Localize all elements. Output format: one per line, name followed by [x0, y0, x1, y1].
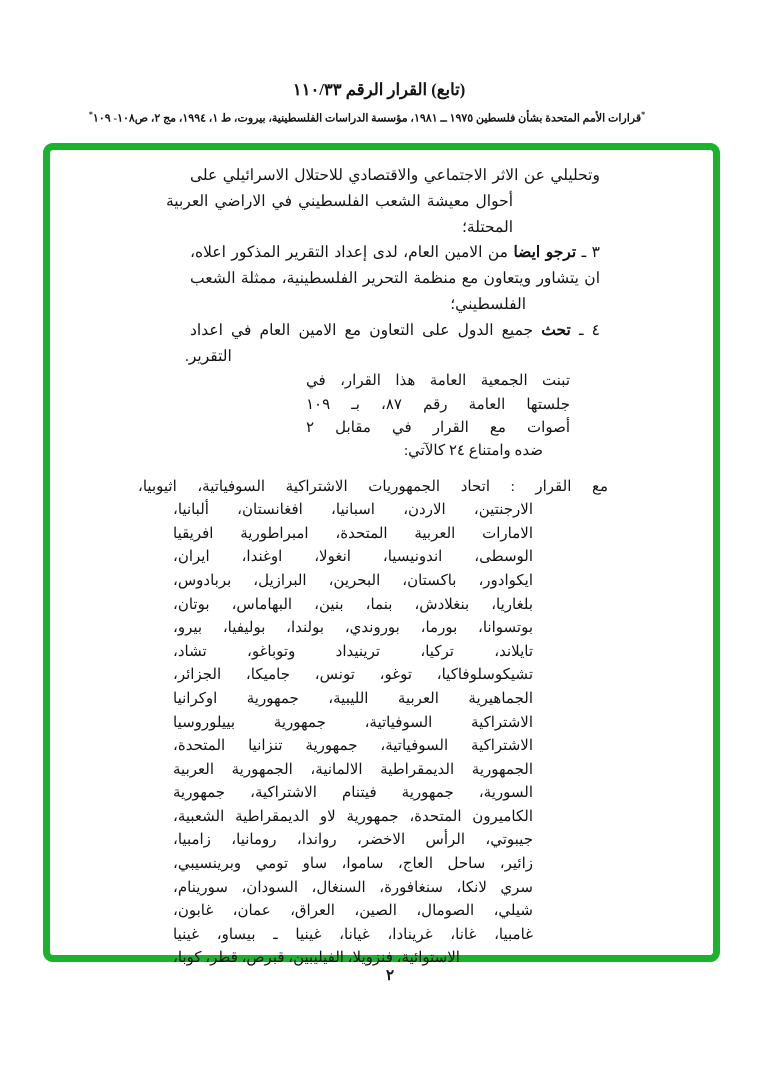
text-line: [138, 476, 608, 500]
text-segment: مع القرار : اتحاد الجمهوريات الاشتراكية السوفياتية، اثيوبيا،: [138, 478, 608, 495]
text-segment: وتحليلي عن الاثر الاجتماعي والاقتصادي للاحتلال الاسرائيلي على: [190, 167, 600, 184]
text-line: [190, 318, 600, 344]
text-segment: سري لانكا، سنغافورة، السنغال، السودان، سورينام،: [173, 879, 533, 896]
text-segment: ضده وامتناع ٢٤ كالآتي:: [404, 443, 543, 460]
text-segment: الاستوائية، فنزويلا، الفيليبين، قبرص، قطر، كوبا،: [173, 950, 460, 967]
text-segment: الاشتراكية السوفياتية، جمهورية تنزانيا المتحدة،: [173, 738, 533, 755]
text-line: [173, 546, 533, 570]
text-segment: ٣ ـ: [576, 244, 600, 262]
text-line: [306, 370, 570, 393]
text-segment: تايلاند، تركيا، ترينيداد وتوباغو، تشاد،: [173, 643, 533, 660]
text-segment: ان يتشاور ويتعاون مع منظمة التحرير الفلسطينية، ممثلة الشعب: [190, 270, 600, 288]
text-line: [166, 189, 513, 241]
text-segment: بوتسوانا، بورما، بوروندي، بولندا، بوليفيا، بيرو،: [173, 620, 533, 637]
text-segment: شيلي، الصومال، الصين، العراق، عمان، غابون،: [173, 903, 533, 920]
text-segment: أصوات مع القرار في مقابل ٢: [306, 419, 570, 436]
text-line: [173, 735, 533, 759]
text-line: [190, 266, 600, 292]
text-segment: الوسطى، اندونيسيا، انغولا، اوغندا، ايران،: [173, 549, 533, 566]
text-line: [173, 829, 533, 853]
text-line: [190, 163, 600, 189]
text-segment: بلغاريا، بنغلادش، بنما، بنين، البهاماس، بوتان،: [173, 596, 533, 613]
source-citation-text: قرارات الأمم المتحدة بشأن فلسطين ١٩٧٥ ــ ١٩٨١، مؤسسة الدراسات الفلسطينية، بيروت، ط ١، ١٩٩٤، مج ٢، ص١٠٨- ١٠٩: [92, 112, 642, 125]
text-segment: زائير، ساحل العاج، ساموا، ساو تومي وبرينسيبي،: [173, 856, 533, 873]
content-frame: [43, 143, 720, 967]
text-line: [173, 617, 533, 641]
text-line: [173, 641, 533, 665]
text-segment: جيبوتي، الرأس الاخضر، رواندا، رومانيا، زامبيا،: [173, 832, 533, 849]
text-segment: جلستها العامة رقم ٨٧، بـ ١٠٩: [306, 396, 570, 413]
text-segment: الجمهورية الديمقراطية الالمانية، الجمهورية العربية: [173, 761, 533, 778]
text-segment: جميع الدول على التعاون مع الامين العام في اعداد: [190, 321, 542, 339]
text-line: [173, 853, 533, 877]
text-line: [173, 759, 533, 783]
text-segment: تبنت الجمعية العامة هذا القرار، في: [306, 373, 570, 390]
text-line: [173, 570, 533, 594]
text-line: [173, 900, 533, 924]
text-segment: أحوال معيشة الشعب الفلسطيني في الاراضي العربية المحتلة؛: [166, 192, 513, 236]
text-segment: ترجو ايضا: [513, 244, 577, 262]
adoption-note: [138, 370, 608, 463]
text-line: [173, 664, 533, 688]
text-line: [173, 782, 533, 806]
text-segment: الجماهيرية العربية الليبية، جمهورية اوكرانيا: [173, 690, 533, 707]
text-segment: التقرير.: [185, 347, 232, 365]
text-line: [173, 924, 533, 948]
footnote-marker-start: *: [641, 110, 646, 119]
text-line: [173, 712, 533, 736]
text-line: [173, 594, 533, 618]
text-line: [190, 292, 526, 318]
text-segment: ايكوادور، باكستان، البحرين، البرازيل، بربادوس،: [173, 572, 533, 589]
text-line: [173, 688, 533, 712]
text-segment: السورية، جمهورية فيتنام الاشتراكية، جمهورية: [173, 785, 533, 802]
text-line: [173, 523, 533, 547]
text-line: [190, 240, 600, 266]
text-segment: غامبيا، غانا، غرينادا، غيانا، غينيا ـ بيساو، غينيا: [173, 926, 533, 943]
text-segment: تشيكوسلوفاكيا، توغو، تونس، جاميكا، الجزائر،: [173, 667, 533, 684]
page-title: (تابع) القرار الرقم ١١٠/٣٣: [292, 80, 466, 99]
text-line: [306, 440, 543, 463]
text-segment: الكاميرون المتحدة، جمهورية لاو الديمقراطية الشعبية،: [173, 808, 533, 825]
vote-in-favour-list: [138, 476, 608, 971]
text-line: [173, 877, 533, 901]
text-line: [185, 344, 600, 370]
text-line: [173, 806, 533, 830]
text-segment: الفلسطيني؛: [450, 295, 526, 313]
resolution-text: [138, 163, 608, 967]
text-line: [306, 417, 570, 440]
text-segment: ٤ ـ: [570, 321, 600, 339]
text-line: [173, 499, 533, 523]
page-number: ٢: [385, 968, 395, 984]
footnote-marker-end: *: [88, 110, 93, 119]
text-segment: الاشتراكية السوفياتية، جمهورية بييلوروسيا: [173, 714, 533, 731]
source-citation: [0, 106, 734, 128]
text-line: [306, 394, 570, 417]
text-segment: تحث: [541, 321, 571, 339]
operative-paragraphs: [138, 163, 608, 369]
text-segment: الامارات العربية المتحدة، امبراطورية افريقيا: [173, 525, 533, 542]
text-segment: الارجنتين، الاردن، اسبانيا، افغانستان، ألبانيا،: [173, 502, 533, 519]
text-segment: من الامين العام، لدى إعداد التقرير المذكور اعلاه،: [190, 244, 514, 262]
